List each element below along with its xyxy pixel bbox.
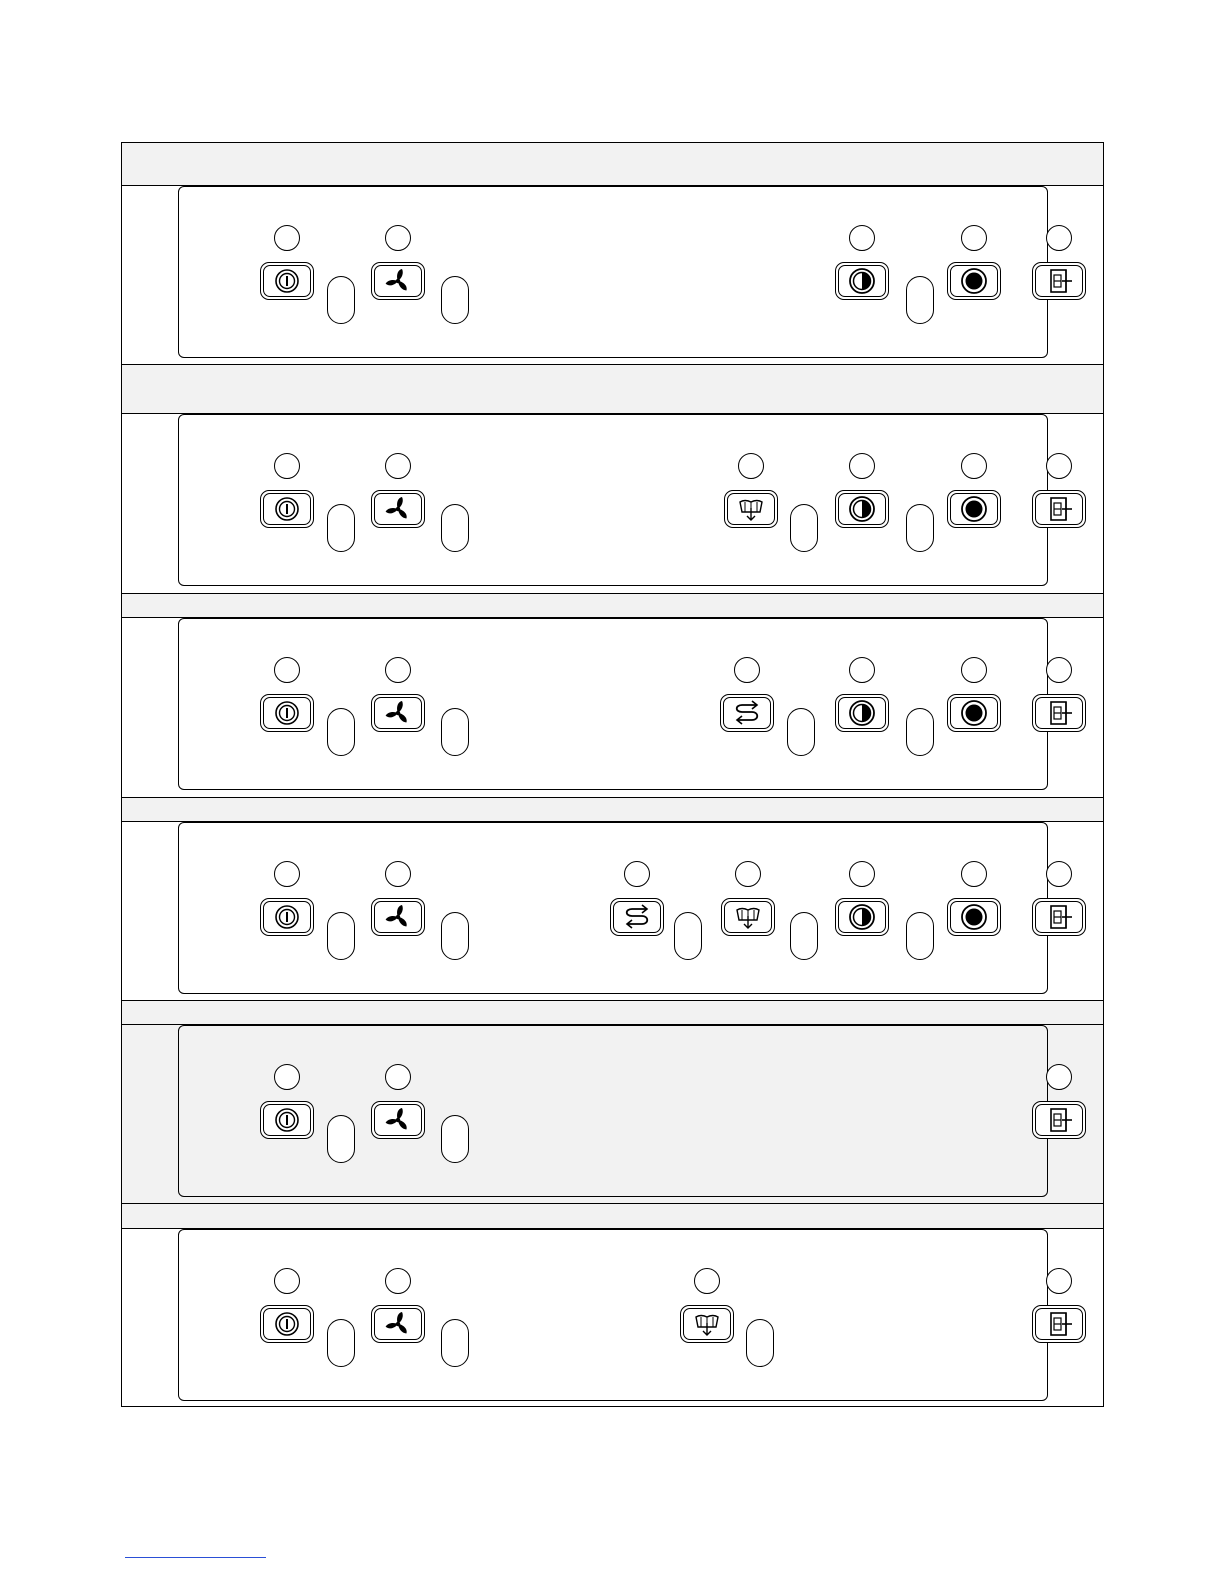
power-button[interactable] bbox=[260, 490, 314, 528]
filter-icon bbox=[734, 494, 768, 524]
rocker-slot[interactable] bbox=[441, 1115, 469, 1163]
recirculate-icon bbox=[620, 902, 654, 932]
rocker-slot[interactable] bbox=[441, 708, 469, 756]
dot-icon bbox=[957, 494, 991, 524]
rocker-slot[interactable] bbox=[906, 912, 934, 960]
indicator-led bbox=[1046, 453, 1072, 479]
fan-button[interactable] bbox=[371, 1305, 425, 1343]
contrast-icon bbox=[845, 902, 879, 932]
control-panel-6 bbox=[178, 1229, 1048, 1401]
indicator-led bbox=[961, 657, 987, 683]
indicator-led bbox=[734, 657, 760, 683]
exit-icon bbox=[1042, 494, 1076, 524]
fan-icon bbox=[381, 902, 415, 932]
dot-icon bbox=[957, 266, 991, 296]
dot-icon bbox=[957, 698, 991, 728]
panel-caption-band bbox=[122, 593, 1103, 618]
indicator-led bbox=[849, 225, 875, 251]
fan-button[interactable] bbox=[371, 694, 425, 732]
power-icon bbox=[270, 266, 304, 296]
indicator-led bbox=[274, 225, 300, 251]
indicator-led bbox=[849, 861, 875, 887]
indicator-led bbox=[849, 657, 875, 683]
exit-button[interactable] bbox=[1032, 898, 1086, 936]
filter-icon bbox=[731, 902, 765, 932]
rocker-slot[interactable] bbox=[790, 504, 818, 552]
indicator-led bbox=[385, 453, 411, 479]
exit-button[interactable] bbox=[1032, 694, 1086, 732]
indicator-led bbox=[694, 1268, 720, 1294]
contrast-button[interactable] bbox=[835, 898, 889, 936]
rocker-slot[interactable] bbox=[441, 276, 469, 324]
exit-button[interactable] bbox=[1032, 1101, 1086, 1139]
indicator-led bbox=[961, 453, 987, 479]
panel-row bbox=[122, 186, 1103, 364]
indicator-led bbox=[1046, 657, 1072, 683]
contrast-button[interactable] bbox=[835, 262, 889, 300]
indicator-led bbox=[961, 225, 987, 251]
exit-icon bbox=[1042, 1309, 1076, 1339]
exit-icon bbox=[1042, 266, 1076, 296]
power-button[interactable] bbox=[260, 262, 314, 300]
exit-button[interactable] bbox=[1032, 262, 1086, 300]
rocker-slot[interactable] bbox=[327, 504, 355, 552]
rocker-slot[interactable] bbox=[790, 912, 818, 960]
fan-button[interactable] bbox=[371, 490, 425, 528]
indicator-led bbox=[385, 657, 411, 683]
filter-icon bbox=[690, 1309, 724, 1339]
exit-button[interactable] bbox=[1032, 490, 1086, 528]
indicator-led bbox=[385, 1064, 411, 1090]
rocker-slot[interactable] bbox=[441, 912, 469, 960]
control-panel-1 bbox=[178, 186, 1048, 358]
power-button[interactable] bbox=[260, 1305, 314, 1343]
indicator-led bbox=[385, 861, 411, 887]
indicator-led bbox=[738, 453, 764, 479]
indicator-led bbox=[1046, 861, 1072, 887]
dot-button[interactable] bbox=[947, 694, 1001, 732]
exit-icon bbox=[1042, 698, 1076, 728]
fan-button[interactable] bbox=[371, 898, 425, 936]
exit-button[interactable] bbox=[1032, 1305, 1086, 1343]
contrast-button[interactable] bbox=[835, 694, 889, 732]
indicator-led bbox=[385, 225, 411, 251]
fan-icon bbox=[381, 698, 415, 728]
indicator-led bbox=[624, 861, 650, 887]
panel-caption-band bbox=[122, 797, 1103, 822]
panel-row bbox=[122, 1229, 1103, 1406]
panel-row bbox=[122, 1025, 1103, 1203]
power-button[interactable] bbox=[260, 694, 314, 732]
filter-button[interactable] bbox=[680, 1305, 734, 1343]
contrast-icon bbox=[845, 494, 879, 524]
fan-icon bbox=[381, 266, 415, 296]
rocker-slot[interactable] bbox=[327, 1319, 355, 1367]
power-icon bbox=[270, 1105, 304, 1135]
indicator-led bbox=[274, 1064, 300, 1090]
rocker-slot[interactable] bbox=[327, 1115, 355, 1163]
power-icon bbox=[270, 698, 304, 728]
power-icon bbox=[270, 494, 304, 524]
power-button[interactable] bbox=[260, 1101, 314, 1139]
fan-button[interactable] bbox=[371, 1101, 425, 1139]
indicator-led bbox=[1046, 1268, 1072, 1294]
rocker-slot[interactable] bbox=[906, 276, 934, 324]
recirculate-button[interactable] bbox=[720, 694, 774, 732]
indicator-led bbox=[961, 861, 987, 887]
fan-icon bbox=[381, 1105, 415, 1135]
power-icon bbox=[270, 902, 304, 932]
indicator-led bbox=[274, 657, 300, 683]
panel-row bbox=[122, 618, 1103, 797]
control-panel-5 bbox=[178, 1025, 1048, 1197]
panel-row bbox=[122, 822, 1103, 1000]
rocker-slot[interactable] bbox=[327, 912, 355, 960]
indicator-led bbox=[849, 453, 875, 479]
contrast-button[interactable] bbox=[835, 490, 889, 528]
indicator-led bbox=[1046, 225, 1072, 251]
indicator-led bbox=[385, 1268, 411, 1294]
panel-caption-band bbox=[122, 364, 1103, 414]
dot-button[interactable] bbox=[947, 262, 1001, 300]
panel-caption-band bbox=[122, 1203, 1103, 1229]
fan-icon bbox=[381, 494, 415, 524]
dot-button[interactable] bbox=[947, 898, 1001, 936]
control-panel-3 bbox=[178, 618, 1048, 790]
power-icon bbox=[270, 1309, 304, 1339]
dot-icon bbox=[957, 902, 991, 932]
rocker-slot[interactable] bbox=[906, 708, 934, 756]
panel-caption-band bbox=[122, 1000, 1103, 1025]
recirculate-button[interactable] bbox=[610, 898, 664, 936]
power-button[interactable] bbox=[260, 898, 314, 936]
indicator-led bbox=[274, 1268, 300, 1294]
indicator-led bbox=[735, 861, 761, 887]
filter-button[interactable] bbox=[721, 898, 775, 936]
control-panel-sheet bbox=[121, 142, 1104, 1407]
rocker-slot[interactable] bbox=[441, 1319, 469, 1367]
indicator-led bbox=[274, 861, 300, 887]
dot-button[interactable] bbox=[947, 490, 1001, 528]
indicator-led bbox=[1046, 1064, 1072, 1090]
rocker-slot[interactable] bbox=[674, 912, 702, 960]
rocker-slot[interactable] bbox=[787, 708, 815, 756]
fan-icon bbox=[381, 1309, 415, 1339]
rocker-slot[interactable] bbox=[327, 708, 355, 756]
rocker-slot[interactable] bbox=[746, 1319, 774, 1367]
panel-row bbox=[122, 414, 1103, 593]
control-panel-4 bbox=[178, 822, 1048, 994]
footer-rule bbox=[125, 1557, 266, 1558]
control-panel-2 bbox=[178, 414, 1048, 586]
rocker-slot[interactable] bbox=[327, 276, 355, 324]
exit-icon bbox=[1042, 902, 1076, 932]
indicator-led bbox=[274, 453, 300, 479]
exit-icon bbox=[1042, 1105, 1076, 1135]
filter-button[interactable] bbox=[724, 490, 778, 528]
rocker-slot[interactable] bbox=[441, 504, 469, 552]
recirculate-icon bbox=[730, 698, 764, 728]
contrast-icon bbox=[845, 698, 879, 728]
contrast-icon bbox=[845, 266, 879, 296]
rocker-slot[interactable] bbox=[906, 504, 934, 552]
panel-caption-band bbox=[122, 143, 1103, 186]
fan-button[interactable] bbox=[371, 262, 425, 300]
